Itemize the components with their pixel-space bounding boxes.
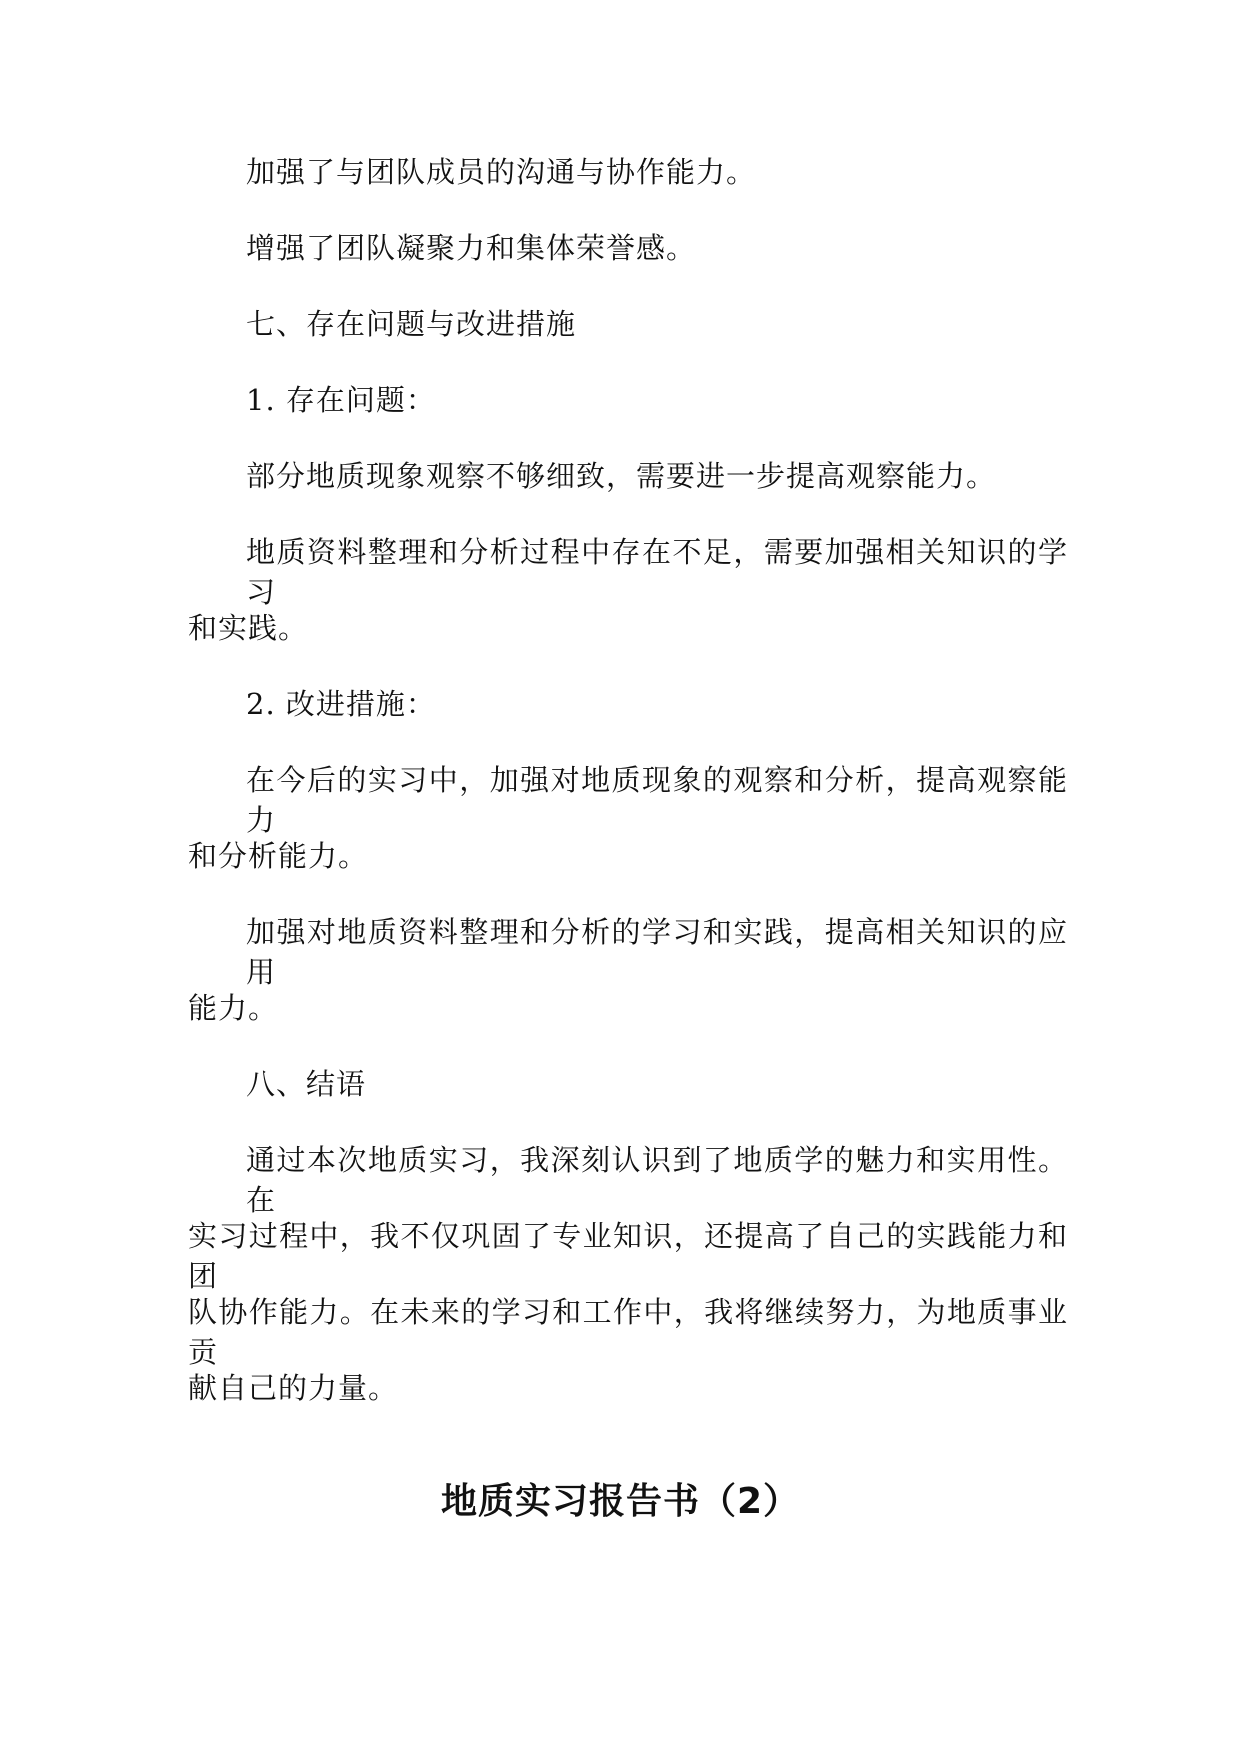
- paragraph-line: 增强了团队凝聚力和集体荣誉感。: [246, 231, 697, 265]
- paragraph-line: 和分析能力。: [188, 839, 369, 873]
- paragraph-line: 加强对地质资料整理和分析的学习和实践，提高相关知识的应用: [246, 915, 1068, 989]
- section-heading: 八、结语: [246, 1067, 367, 1101]
- section-heading: 七、存在问题与改进措施: [246, 307, 577, 341]
- paragraph-line: 加强了与团队成员的沟通与协作能力。: [246, 155, 757, 189]
- subsection-heading: 1. 存在问题：: [246, 383, 436, 417]
- paragraph-line: 通过本次地质实习，我深刻认识到了地质学的魅力和实用性。在: [246, 1143, 1068, 1217]
- document-title: 地质实习报告书（2）: [440, 1481, 801, 1522]
- paragraph-line: 能力。: [188, 991, 279, 1025]
- paragraph-line: 和实践。: [188, 611, 309, 645]
- paragraph-line: 队协作能力。在未来的学习和工作中，我将继续努力，为地质事业贡: [188, 1295, 1068, 1369]
- paragraph-line: 献自己的力量。: [188, 1371, 399, 1405]
- paragraph-line: 在今后的实习中，加强对地质现象的观察和分析，提高观察能力: [246, 763, 1068, 837]
- paragraph-line: 部分地质现象观察不够细致，需要进一步提高观察能力。: [246, 459, 997, 493]
- paragraph-line: 实习过程中，我不仅巩固了专业知识，还提高了自己的实践能力和团: [188, 1219, 1068, 1293]
- subsection-heading: 2. 改进措施：: [246, 687, 436, 721]
- paragraph-line: 地质资料整理和分析过程中存在不足，需要加强相关知识的学习: [246, 535, 1068, 609]
